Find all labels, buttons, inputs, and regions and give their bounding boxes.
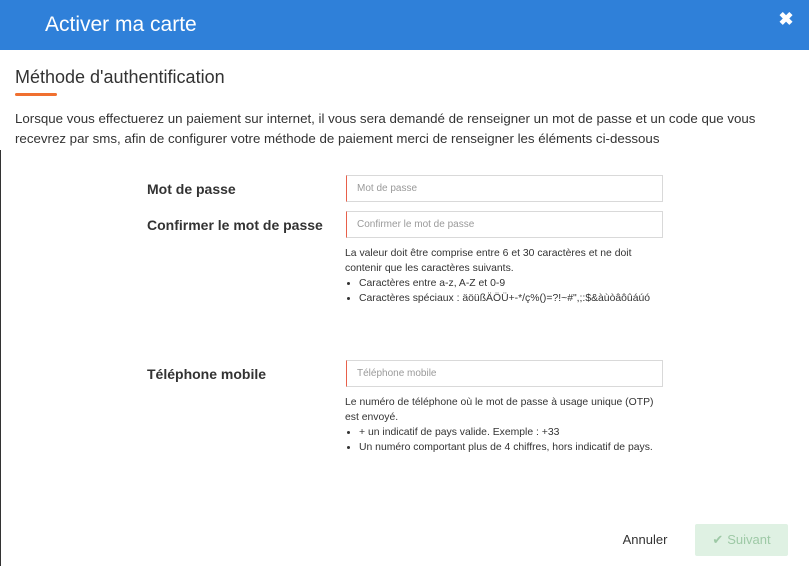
check-icon: ✔ (712, 532, 724, 547)
list-item: Un numéro comportant plus de 4 chiffres, hors indicatif de pays. (345, 440, 665, 455)
password-rules-list (345, 276, 665, 306)
phone-input[interactable] (346, 360, 663, 387)
next-button-label: Suivant (727, 532, 771, 547)
list-item: Caractères spéciaux : äöüßÄÖÜ+-*/ç%()=?!~#",;:$&àùòâôûáúó (345, 291, 665, 306)
section-title: Méthode d'authentification (15, 67, 225, 87)
modal-title: Activer ma carte (45, 13, 197, 36)
phone-label: Téléphone mobile (147, 366, 267, 382)
list-item: + un indicatif de pays valide. Exemple : +33 (345, 425, 665, 440)
modal-header (0, 0, 809, 50)
password-help (345, 246, 665, 306)
list-item: Caractères entre a-z, A-Z et 0-9 (345, 276, 665, 291)
cancel-button[interactable]: Annuler (622, 532, 668, 547)
password-input[interactable] (346, 175, 663, 202)
phone-help (345, 395, 665, 455)
password-label: Mot de passe (147, 181, 236, 197)
close-icon[interactable]: ✖ (778, 9, 794, 29)
intro-text: Lorsque vous effectuerez un paiement sur internet, il vous sera demandé de renseigner un mot de passe et un code que vous recevrez par sms, afin de configurer votre méthode de paiement merci de renseigner les éléments ci-dessous (15, 111, 756, 146)
confirm-password-input[interactable] (346, 211, 663, 238)
password-help-text: La valeur doit être comprise entre 6 et 30 caractères et ne doit contenir que les caractères suivants. (345, 248, 632, 274)
title-underline (15, 93, 57, 96)
next-button[interactable] (695, 524, 788, 556)
left-edge-divider (0, 150, 1, 566)
phone-help-text: Le numéro de téléphone où le mot de passe à usage unique (OTP) est envoyé. (345, 397, 654, 423)
confirm-password-label: Confirmer le mot de passe (147, 217, 323, 233)
phone-rules-list (345, 425, 665, 455)
